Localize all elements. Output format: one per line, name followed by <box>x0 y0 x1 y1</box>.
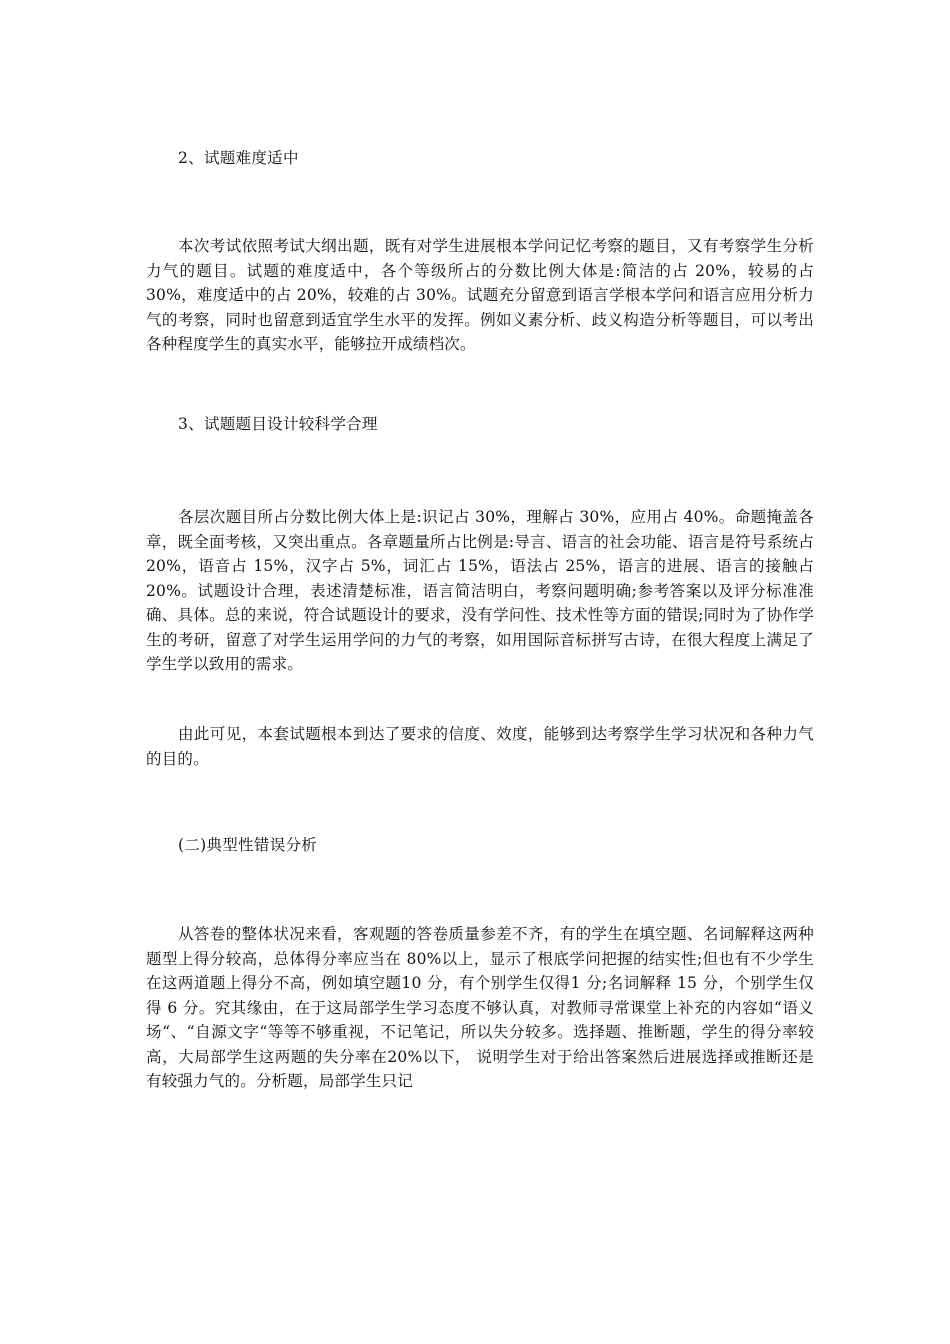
section-heading-errors: (二)典型性错误分析 <box>178 836 318 854</box>
paragraph-errors: 从答卷的整体状况来看，客观题的答卷质量参差不齐，有的学生在填空题、名词解释这两种题型上得分较高，总体得分率应当在 80%以上，显示了根底学问把握的结实性;但也有不少学生在这两道题上得分不高，例如填空题10 分，有个别学生仅得1 分;名词解释 15 分，个别学生仅得 6 分。究其缘由，在于这局部学生学习态度不够认真，对教师寻常课堂上补充的内容如“语义场“、“自源文字“等等不够重视，不记笔记，所以失分较多。选择题、推断题，学生的得分率较高，大局部学生这两题的失分率在20%以下， 说明学生对于给出答案然后进展选择或推断还是有较强力气的。分析题，局部学生只记 <box>146 925 814 1090</box>
section-heading-difficulty: 2、试题难度适中 <box>178 149 299 167</box>
paragraph-difficulty: 本次考试依照考试大纲出题，既有对学生进展根本学问记忆考察的题目，又有考察学生分析力气的题目。试题的难度适中，各个等级所占的分数比例大体是:简洁的占 20%，较易的占 30%，难度适中的占 20%，较难的占 30%。试题充分留意到语言学根本学问和语言应用分析力气的考察，同时也留意到适宜学生水平的发挥。例如义素分析、歧义构造分析等题目，可以考出各种程度学生的真实水平，能够拉开成绩档次。 <box>146 237 814 353</box>
section-heading-design: 3、试题题目设计较科学合理 <box>178 415 378 433</box>
paragraph-conclusion: 由此可见，本套试题根本到达了要求的信度、效度，能够到达考察学生学习状况和各种力气的目的。 <box>146 725 814 768</box>
paragraph-design: 各层次题目所占分数比例大体上是:识记占 30%，理解占 30%，应用占 40%。命题掩盖各章，既全面考核，又突出重点。各章题量所占比例是:导言、语言的社会功能、语言是符号系统占 20%，语音占 15%，汉字占 5%，词汇占 15%，语法占 25%，语言的进展、语言的接触占 20%。试题设计合理，表述清楚标准，语言简洁明白，考察问题明确;参考答案以及评分标准准确、具体。总的来说，符合试题设计的要求，没有学问性、技术性等方面的错误;同时为了协作学生的考研，留意了对学生运用学问的力气的考察，如用国际音标拼写古诗，在很大程度上满足了学生学以致用的需求。 <box>146 508 814 673</box>
